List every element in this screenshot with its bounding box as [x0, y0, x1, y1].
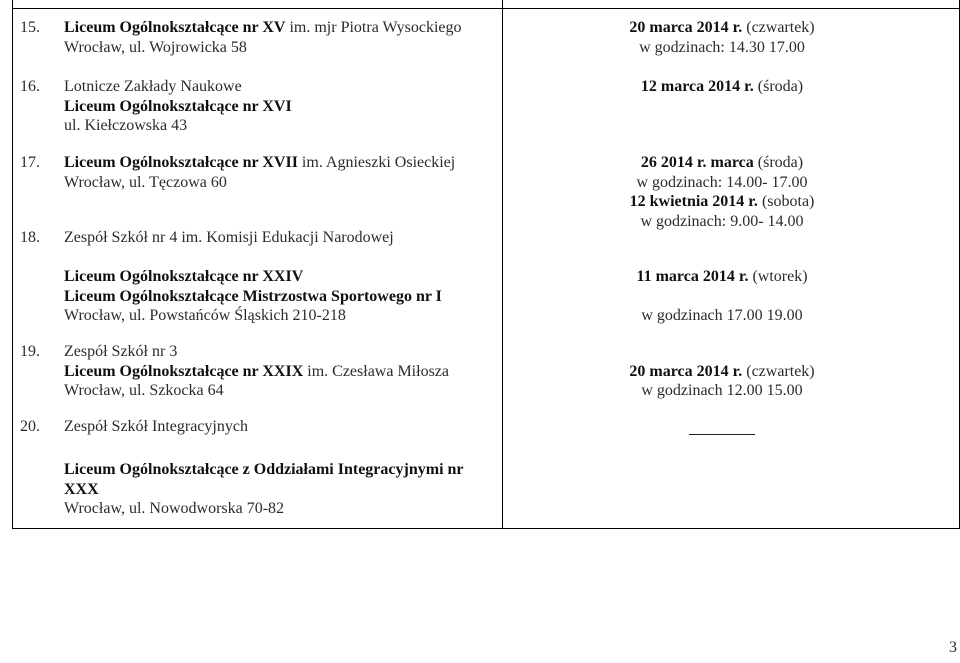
school-line: Liceum Ogólnokształcące nr XVI: [64, 97, 292, 115]
school-cell: [64, 228, 494, 326]
date-cell: [502, 18, 942, 57]
date-cell: [502, 228, 942, 326]
school-line: Wrocław, ul. Wojrowicka 58: [64, 38, 247, 56]
row-number: 15.: [20, 19, 40, 36]
date-line: 26 2014 r. marca (środa): [640, 154, 804, 171]
date-line: 20 marca 2014 r. (czwartek): [629, 362, 815, 380]
school-line: Wrocław, ul. Powstańców Śląskich 210-218: [64, 307, 346, 324]
school-cell: [64, 18, 494, 57]
school-cell: [64, 77, 494, 136]
school-line: Lotnicze Zakłady Naukowe: [64, 78, 242, 95]
school-line: ul. Kiełczowska 43: [64, 117, 188, 134]
date-line: w godzinach: 14.00- 17.00: [636, 173, 808, 191]
table-border-left: [12, 0, 13, 528]
row-divider: [12, 528, 960, 529]
school-line: Liceum Ogólnokształcące nr XVII im. Agnieszki Osieckiej: [64, 154, 456, 171]
row-number: 17.: [20, 154, 40, 171]
row-divider: [12, 8, 960, 9]
row-number: 16.: [20, 78, 40, 95]
school-cell: [64, 342, 494, 401]
date-cell: [502, 342, 942, 401]
row-number: 19.: [20, 343, 40, 360]
page-number: 3: [949, 639, 957, 656]
date-line: [502, 287, 942, 307]
date-line: 12 marca 2014 r. (środa): [640, 78, 804, 95]
school-line: Zespół Szkół Integracyjnych: [64, 418, 248, 435]
school-line: Liceum Ogólnokształcące Mistrzostwa Sportowego nr I: [64, 287, 442, 305]
date-line: [502, 342, 942, 362]
blank-date-line: [689, 424, 755, 435]
date-line: 20 marca 2014 r. (czwartek): [629, 19, 815, 36]
school-cell: [64, 153, 494, 192]
school-line: Wrocław, ul. Szkocka 64: [64, 382, 224, 399]
school-line: [64, 437, 494, 457]
date-line: 12 kwietnia 2014 r. (sobota): [629, 193, 815, 210]
date-line: w godzinach: 14.30 17.00: [639, 38, 805, 56]
date-line: 11 marca 2014 r. (wtorek): [636, 268, 808, 285]
school-line: Wrocław, ul. Nowodworska 70-82: [64, 500, 285, 517]
school-line: [64, 248, 494, 268]
date-line: [502, 248, 942, 268]
school-line: Liceum Ogólnokształcące nr XXIV: [64, 268, 304, 285]
row-number: 18.: [20, 229, 40, 246]
school-line: XXX: [64, 480, 99, 498]
school-cell: [64, 417, 494, 519]
date-cell: [502, 417, 942, 439]
school-line: Wrocław, ul. Tęczowa 60: [64, 173, 227, 191]
date-cell: [502, 153, 942, 231]
school-line: Liceum Ogólnokształcące nr XV im. mjr Piotra Wysockiego: [64, 19, 462, 36]
school-line: Liceum Ogólnokształcące nr XXIX im. Czesława Miłosza: [64, 362, 449, 380]
school-line: Liceum Ogólnokształcące z Oddziałami Integracyjnymi nr: [64, 461, 464, 478]
date-cell: [502, 77, 942, 97]
date-line: w godzinach: 9.00- 14.00: [640, 212, 804, 230]
school-line: Zespół Szkół nr 3: [64, 343, 178, 360]
row-number: 20.: [20, 418, 40, 435]
date-line: [502, 228, 942, 248]
school-line: Zespół Szkół nr 4 im. Komisji Edukacji Narodowej: [64, 229, 394, 246]
date-line: w godzinach 12.00 15.00: [641, 382, 803, 399]
date-line: w godzinach 17.00 19.00: [641, 307, 803, 324]
date-line: [502, 417, 942, 439]
